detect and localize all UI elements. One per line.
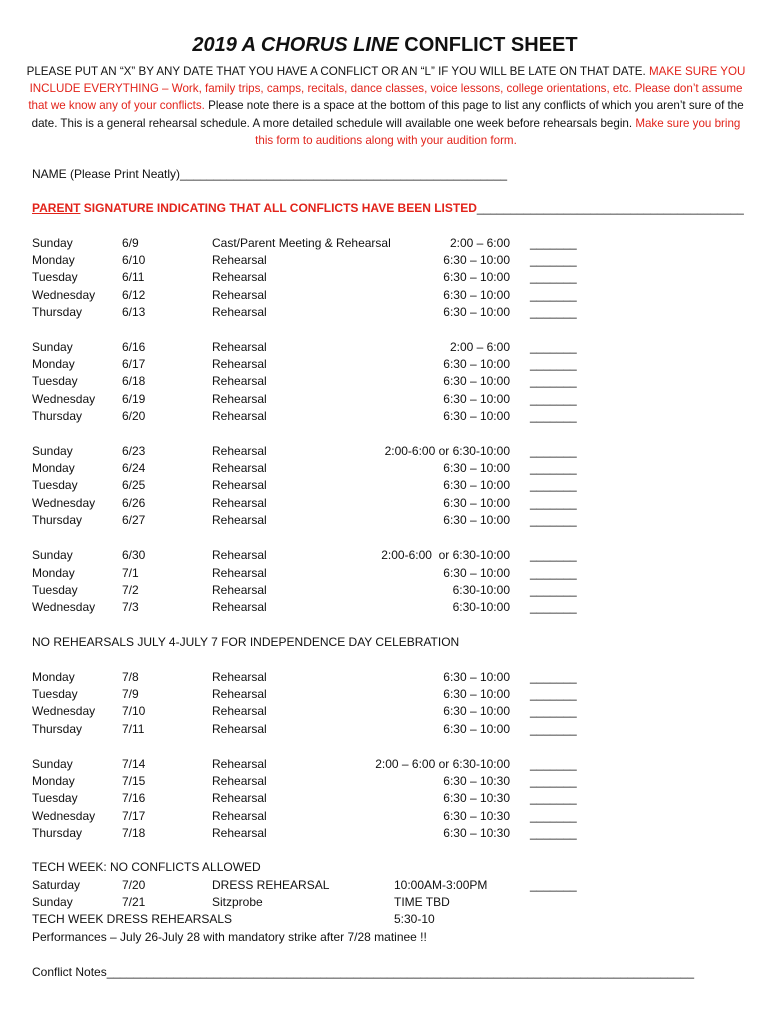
schedule-event: Rehearsal (212, 704, 267, 718)
schedule-time: 6:30-10:00 (452, 600, 510, 614)
title-show-name: 2019 A CHORUS LINE (192, 34, 399, 56)
tech-time: 10:00AM-3:00PM (394, 878, 488, 892)
schedule-time: 2:00-6:00 or 6:30-10:00 (381, 548, 510, 562)
schedule-row (0, 496, 770, 513)
schedule-date: 7/17 (122, 809, 146, 823)
schedule-date: 6/13 (122, 305, 146, 319)
schedule-event: Rehearsal (212, 513, 267, 527)
schedule-date: 6/25 (122, 478, 146, 492)
instructions-text-2: Please note there is a space at the bottom of this page to list any conflicts of which you aren’t sure of the date. This is a general rehearsal schedule. A more detailed schedule will available one week before rehearsals begin. (31, 99, 744, 130)
schedule-event: Rehearsal (212, 687, 267, 701)
schedule-date: 6/9 (122, 236, 139, 250)
schedule-time: 2:00 – 6:00 (449, 340, 510, 354)
schedule-date: 6/26 (122, 496, 146, 510)
schedule-time: 6:30 – 10:00 (443, 704, 510, 718)
schedule-day: Tuesday (32, 583, 78, 597)
schedule-event: Rehearsal (212, 340, 267, 354)
schedule-event: Rehearsal (212, 496, 267, 510)
schedule-time: 6:30 – 10:00 (443, 392, 510, 406)
schedule-event: Cast/Parent Meeting & Rehearsal (212, 236, 391, 250)
schedule-date: 7/16 (122, 791, 146, 805)
conflict-mark-blank[interactable]: _______ (530, 513, 577, 527)
schedule-time: 6:30 – 10:00 (443, 513, 510, 527)
schedule-date: 6/12 (122, 288, 146, 302)
tech-event: Sitzprobe (212, 895, 263, 909)
schedule-row (0, 513, 770, 530)
schedule-event: Rehearsal (212, 444, 267, 458)
conflict-mark-blank[interactable]: _______ (530, 600, 577, 614)
no-rehearsal-note: NO REHEARSALS JULY 4-JULY 7 FOR INDEPENDENCE DAY CELEBRATION (32, 635, 460, 649)
schedule-date: 7/10 (122, 704, 146, 718)
performances-note: Performances – July 26-July 28 with mandatory strike after 7/28 matinee !! (32, 930, 427, 944)
schedule-row (0, 722, 770, 739)
instructions-warning-1: MAKE SURE YOU INCLUDE EVERYTHING – Work, family trips, camps, recitals, dance classes, voice lessons, college orientations, etc. Please don’t assume that we know any of your conflicts. (28, 65, 746, 113)
tech-date: 7/21 (122, 895, 146, 909)
schedule-date: 7/11 (122, 722, 145, 736)
tech-time: TIME TBD (394, 895, 450, 909)
schedule-row (0, 409, 770, 426)
schedule-event: Rehearsal (212, 305, 267, 319)
schedule-day: Thursday (32, 513, 83, 527)
schedule-date: 6/27 (122, 513, 146, 527)
schedule-time: 6:30 – 10:00 (443, 357, 510, 371)
schedule-day: Monday (32, 670, 75, 684)
schedule-date: 7/1 (122, 566, 139, 580)
schedule-event: Rehearsal (212, 357, 267, 371)
schedule-time: 2:00-6:00 or 6:30-10:00 (384, 444, 510, 458)
tech-dress-time: 5:30-10 (394, 912, 435, 926)
schedule-date: 7/9 (122, 687, 139, 701)
schedule-time: 6:30 – 10:30 (443, 809, 510, 823)
schedule-event: Rehearsal (212, 409, 267, 423)
schedule-day: Monday (32, 253, 75, 267)
schedule-event: Rehearsal (212, 478, 267, 492)
conflict-mark-blank[interactable]: _______ (530, 357, 577, 371)
conflict-notes-field[interactable]: Conflict Notes________________________________________________________________________________________ (32, 965, 694, 979)
schedule-date: 6/23 (122, 444, 146, 458)
schedule-time: 6:30 – 10:00 (443, 409, 510, 423)
schedule-time: 6:30 – 10:00 (443, 288, 510, 302)
schedule-day: Sunday (32, 444, 73, 458)
schedule-day: Tuesday (32, 374, 78, 388)
schedule-day: Thursday (32, 826, 83, 840)
tech-dress-rehearsals-row (0, 912, 770, 929)
schedule-row (0, 305, 770, 322)
schedule-date: 6/20 (122, 409, 146, 423)
schedule-day: Monday (32, 774, 75, 788)
schedule-date: 6/11 (122, 270, 145, 284)
schedule-time: 6:30-10:00 (452, 583, 510, 597)
schedule-event: Rehearsal (212, 791, 267, 805)
conflict-mark-blank[interactable]: _______ (530, 236, 577, 250)
schedule-row (0, 704, 770, 721)
schedule-time: 2:00 – 6:00 or 6:30-10:00 (375, 757, 510, 771)
conflict-mark-blank[interactable]: _______ (530, 392, 577, 406)
schedule-row (0, 392, 770, 409)
conflict-mark-blank[interactable]: _______ (530, 461, 577, 475)
instructions-text-1: PLEASE PUT AN “X” BY ANY DATE THAT YOU HAVE A CONFLICT OR AN “L” IF YOU WILL BE LATE ON THAT DATE. (26, 65, 649, 78)
conflict-mark-blank[interactable]: _______ (530, 478, 577, 492)
schedule-row (0, 357, 770, 374)
schedule-row (0, 253, 770, 270)
schedule-date: 7/15 (122, 774, 146, 788)
schedule-day: Thursday (32, 305, 83, 319)
schedule-event: Rehearsal (212, 774, 267, 788)
schedule-time: 6:30 – 10:00 (443, 305, 510, 319)
conflict-mark-blank[interactable]: _______ (530, 809, 577, 823)
schedule-event: Rehearsal (212, 392, 267, 406)
schedule-time: 6:30 – 10:00 (443, 374, 510, 388)
schedule-date: 6/10 (122, 253, 146, 267)
conflict-mark-blank[interactable]: _______ (530, 444, 577, 458)
tech-week-heading: TECH WEEK: NO CONFLICTS ALLOWED (32, 860, 261, 874)
conflict-mark-blank[interactable]: _______ (530, 722, 577, 736)
conflict-mark-blank[interactable]: _______ (530, 374, 577, 388)
schedule-day: Thursday (32, 409, 83, 423)
parent-signature-blank[interactable]: ________________________________________ (476, 201, 744, 215)
parent-signature-field[interactable] (32, 201, 744, 215)
instructions-paragraph (26, 63, 746, 149)
schedule-day: Tuesday (32, 791, 78, 805)
conflict-mark-blank[interactable]: _______ (530, 670, 577, 684)
conflict-mark-blank[interactable]: _______ (530, 878, 577, 892)
schedule-row (0, 340, 770, 357)
schedule-day: Wednesday (32, 392, 96, 406)
schedule-row (0, 374, 770, 391)
schedule-time: 6:30 – 10:00 (443, 670, 510, 684)
schedule-event: Rehearsal (212, 757, 267, 771)
title-suffix: CONFLICT SHEET (404, 34, 578, 56)
schedule-row (0, 687, 770, 704)
conflict-mark-blank[interactable]: _______ (530, 305, 577, 319)
schedule-event: Rehearsal (212, 461, 267, 475)
tech-week-row (0, 895, 770, 912)
schedule-day: Sunday (32, 340, 73, 354)
schedule-row (0, 757, 770, 774)
schedule-day: Wednesday (32, 704, 96, 718)
schedule-time: 6:30 – 10:00 (443, 253, 510, 267)
page-title (0, 34, 770, 57)
schedule-date: 6/30 (122, 548, 146, 562)
conflict-mark-blank[interactable]: _______ (530, 340, 577, 354)
parent-label: PARENT (32, 201, 81, 215)
tech-week-row (0, 878, 770, 895)
schedule-date: 7/2 (122, 583, 139, 597)
schedule-event: Rehearsal (212, 826, 267, 840)
name-field[interactable]: NAME (Please Print Neatly)_________________________________________________ (32, 167, 508, 181)
schedule-date: 6/24 (122, 461, 146, 475)
instructions-warning-2: Make sure you bring this form to auditions along with your audition form. (255, 116, 741, 147)
conflict-mark-blank[interactable]: _______ (530, 566, 577, 580)
parent-signature-label: SIGNATURE INDICATING THAT ALL CONFLICTS HAVE BEEN LISTED (80, 201, 477, 215)
schedule-date: 7/8 (122, 670, 139, 684)
schedule-time: 6:30 – 10:00 (443, 496, 510, 510)
schedule-date: 6/16 (122, 340, 146, 354)
schedule-row (0, 600, 770, 617)
schedule-event: Rehearsal (212, 809, 267, 823)
schedule-day: Wednesday (32, 600, 96, 614)
schedule-row (0, 461, 770, 478)
schedule-day: Thursday (32, 722, 83, 736)
schedule-event: Rehearsal (212, 670, 267, 684)
schedule-date: 6/18 (122, 374, 146, 388)
schedule-row (0, 288, 770, 305)
tech-date: 7/20 (122, 878, 146, 892)
conflict-mark-blank[interactable]: _______ (530, 270, 577, 284)
schedule-day: Monday (32, 566, 75, 580)
schedule-time: 6:30 – 10:00 (443, 566, 510, 580)
schedule-day: Tuesday (32, 478, 78, 492)
schedule-event: Rehearsal (212, 548, 267, 562)
schedule-day: Wednesday (32, 809, 96, 823)
conflict-mark-blank[interactable]: _______ (530, 409, 577, 423)
conflict-mark-blank[interactable]: _______ (530, 687, 577, 701)
conflict-mark-blank[interactable]: _______ (530, 774, 577, 788)
tech-day: Saturday (32, 878, 81, 892)
schedule-time: 6:30 – 10:00 (443, 270, 510, 284)
schedule-row (0, 791, 770, 808)
schedule-event: Rehearsal (212, 583, 267, 597)
schedule-row (0, 809, 770, 826)
conflict-mark-blank[interactable]: _______ (530, 826, 577, 840)
schedule-date: 6/17 (122, 357, 146, 371)
schedule-event: Rehearsal (212, 288, 267, 302)
tech-dress-label: TECH WEEK DRESS REHEARSALS (32, 912, 233, 926)
schedule-time: 6:30 – 10:00 (443, 722, 510, 736)
schedule-event: Rehearsal (212, 374, 267, 388)
schedule-day: Monday (32, 357, 75, 371)
conflict-mark-blank[interactable]: _______ (530, 757, 577, 771)
schedule-row (0, 478, 770, 495)
tech-event: DRESS REHEARSAL (212, 878, 330, 892)
conflict-mark-blank[interactable]: _______ (530, 288, 577, 302)
tech-day: Sunday (32, 895, 73, 909)
conflict-mark-blank[interactable]: _______ (530, 791, 577, 805)
schedule-row (0, 583, 770, 600)
schedule-event: Rehearsal (212, 566, 267, 580)
schedule-row (0, 670, 770, 687)
schedule-row (0, 826, 770, 843)
schedule-event: Rehearsal (212, 253, 267, 267)
schedule-time: 6:30 – 10:00 (443, 687, 510, 701)
schedule-event: Rehearsal (212, 270, 267, 284)
schedule-date: 7/14 (122, 757, 146, 771)
schedule-date: 7/3 (122, 600, 139, 614)
schedule-event: Rehearsal (212, 722, 267, 736)
conflict-mark-blank[interactable]: _______ (530, 548, 577, 562)
schedule-date: 6/19 (122, 392, 146, 406)
schedule-time: 6:30 – 10:00 (443, 478, 510, 492)
schedule-day: Tuesday (32, 687, 78, 701)
schedule-event: Rehearsal (212, 600, 267, 614)
schedule-time: 6:30 – 10:30 (443, 791, 510, 805)
schedule-row (0, 566, 770, 583)
schedule-date: 7/18 (122, 826, 146, 840)
schedule-day: Wednesday (32, 288, 96, 302)
conflict-mark-blank[interactable]: _______ (530, 583, 577, 597)
conflict-mark-blank[interactable]: _______ (530, 496, 577, 510)
schedule-day: Sunday (32, 548, 73, 562)
schedule-day: Sunday (32, 236, 73, 250)
schedule-row (0, 548, 770, 565)
schedule-row (0, 774, 770, 791)
schedule-day: Wednesday (32, 496, 96, 510)
schedule-row (0, 236, 770, 253)
conflict-mark-blank[interactable]: _______ (530, 704, 577, 718)
schedule-day: Monday (32, 461, 75, 475)
schedule-day: Sunday (32, 757, 73, 771)
schedule-time: 6:30 – 10:00 (443, 461, 510, 475)
schedule-time: 6:30 – 10:30 (443, 774, 510, 788)
schedule-time: 6:30 – 10:30 (443, 826, 510, 840)
conflict-mark-blank[interactable]: _______ (530, 253, 577, 267)
schedule-row (0, 270, 770, 287)
schedule-row (0, 444, 770, 461)
schedule-time: 2:00 – 6:00 (449, 236, 510, 250)
schedule-day: Tuesday (32, 270, 78, 284)
